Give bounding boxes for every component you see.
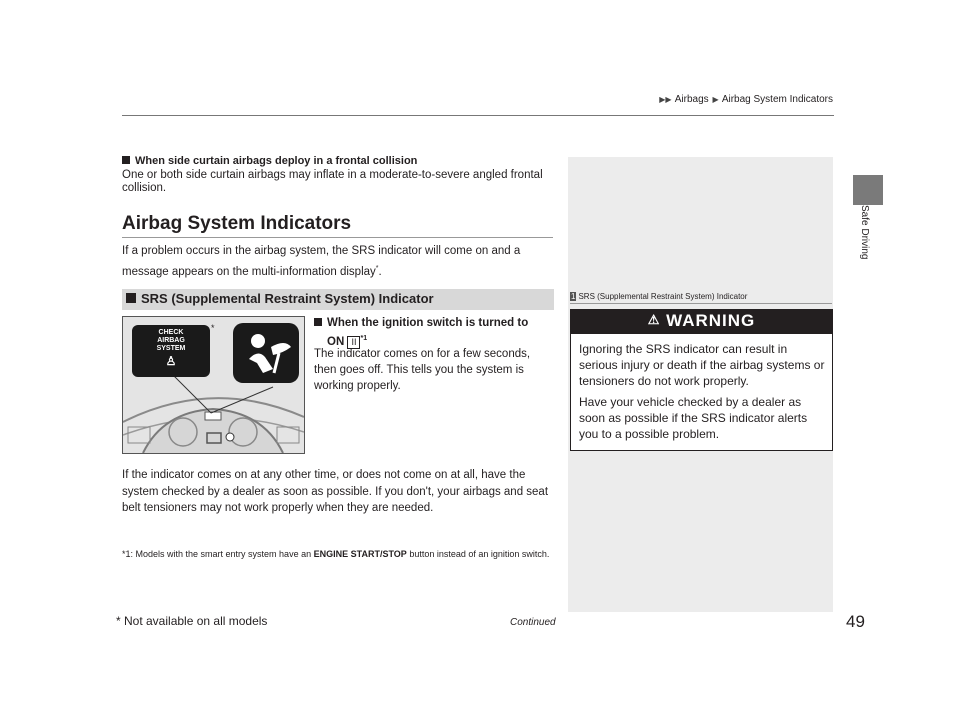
availability-note: * Not available on all models [116,614,268,628]
display-line: SYSTEM [156,345,186,352]
footnote-prefix: *1: Models with the smart entry system have an [122,549,312,559]
chapter-tab-marker [853,175,883,205]
subsection-text: One or both side curtain airbags may inflate in a moderate-to-severe angled frontal collision. [122,169,543,194]
chapter-tab-label [856,205,878,275]
breadcrumb-item-current: Airbag System Indicators [721,94,833,105]
square-bullet-icon [126,293,136,303]
reference-number-icon: 1 [571,292,576,301]
side-note-divider [570,303,832,304]
footnote-mark: *1 [360,335,368,342]
subsection-heading [122,155,417,167]
warning-title [571,311,832,331]
side-note-title: SRS (Supplemental Restraint System) Indicator [578,292,748,301]
side-note-reference [570,292,747,301]
section-intro-text: If a problem occurs in the airbag system, the SRS indicator will come on and a message appears on the multi-information display [122,245,521,278]
section-intro-end: . [378,265,382,278]
ignition-text: The indicator comes on for a few seconds, then goes off. This tells you the system is working properly. [314,348,531,392]
ignition-heading [314,315,528,350]
footnote-suffix: button instead of an ignition switch. [409,549,550,559]
airbag-seat-icon: ♙ [165,354,177,368]
warning-triangle-icon: ⚠ [647,312,661,327]
section-title-divider [122,237,553,238]
breadcrumb-item-airbags[interactable]: Airbags [674,94,709,105]
not-all-models-mark: * [375,265,379,272]
display-line: CHECK [158,329,184,336]
srs-section-title: SRS (Supplemental Restraint System) Indicator [141,291,434,306]
continued-label: Continued [510,617,556,628]
square-bullet-icon [122,156,130,164]
breadcrumb-arrow-icon: ▶▶ [659,95,672,104]
chapter-tab-text: Safe Driving [859,205,870,260]
ignition-heading-prefix: When the ignition switch is turned to [327,317,529,329]
breadcrumb-arrow-icon: ▶ [712,95,719,104]
ignition-on-label: ON [327,335,345,348]
indicator-other-text: If the indicator comes on at any other time, or does not come on at all, have the system checked by a dealer as soon as possible. If you don't, your airbags and seat belt tensioners may not work properly when they are needed. [122,469,549,514]
srs-section-heading [126,291,434,306]
svg-text:*: * [211,323,215,333]
square-bullet-icon [314,318,322,326]
section-title: Airbag System Indicators [122,213,352,234]
footnote [122,545,554,563]
warning-label: WARNING [666,311,756,330]
subsection-title: When side curtain airbags deploy in a frontal collision [135,155,418,167]
section-intro [122,243,552,281]
dashboard-illustration [122,316,305,454]
warning-paragraph: Have your vehicle checked by a dealer as soon as possible if the SRS indicator alerts you to a possible problem. [579,395,808,441]
breadcrumb [658,94,833,105]
ignition-key-position: II [347,336,360,349]
footnote-bold-term: ENGINE START/STOP [313,549,407,559]
header-divider [122,115,834,116]
page-number: 49 [846,612,865,631]
warning-paragraph: Ignoring the SRS indicator can result in serious injury or death if the airbag systems or tensioners do not work properly. [579,342,825,388]
check-airbag-display [139,329,203,368]
display-line: AIRBAG [157,337,185,344]
